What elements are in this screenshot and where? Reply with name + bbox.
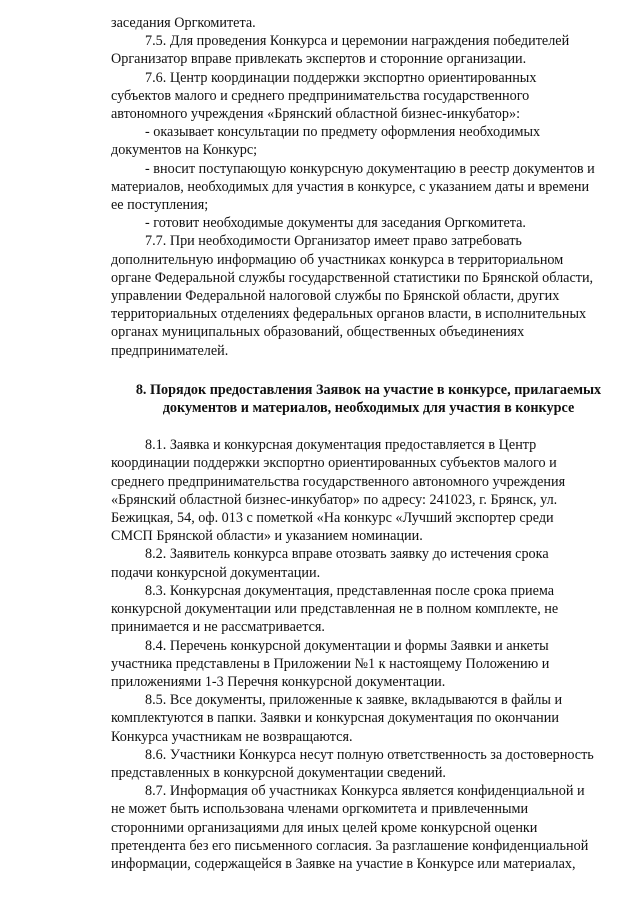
paragraph: 8.3. Конкурсная документация, представленная после срока приема конкурсной документации или представленная не в полном комплекте, не принимается и не рассматривается. — [111, 582, 559, 636]
paragraph: - вносит поступающую конкурсную документацию в реестр документов и материалов, необходимых для участия в конкурсе, с указанием даты и времени ее поступления; — [111, 160, 595, 214]
paragraph: 8.7. Информация об участниках Конкурса является конфиденциальной и не может быть использована членами оргкомитета и привлеченными сторонними организациями для иных целей кроме конкурсной оценки претендента без его письменного согласия. За разглашение конфиденциальной информации, содержащейся в Заявке на участие в Конкурсе или материалах, — [111, 783, 589, 872]
paragraph: - оказывает консультации по предмету оформления необходимых документов на Конкурс; — [111, 124, 541, 159]
paragraph: 8.4. Перечень конкурсной документации и формы Заявки и анкеты участника представлены в Приложении №1 к настоящему Положению и приложениями 1-3 Перечня конкурсной документации. — [111, 637, 550, 690]
paragraph: 8.6. Участники Конкурса несут полную ответственность за достоверность представленных в конкурсной документации сведений. — [111, 746, 594, 781]
section-8-heading: 8. Порядок предоставления Заявок на участие в конкурсе, прилагаемых документов и материалов, необходимых для участия в конкурсе — [135, 381, 602, 417]
paragraph: 7.6. Центр координации поддержки экспортно ориентированных субъектов малого и среднего предпринимательства государственного автономного учреждения «Брянский областной бизнес-инкубатор»: — [111, 69, 537, 123]
paragraph: 8.1. Заявка и конкурсная документация предоставляется в Центр координации поддержки экспортно ориентированных субъектов малого и среднего предпринимательства государственного автономного учреждения «Брянский областной бизнес-инкубатор» по адресу: 241023, г. Брянск, ул. Бежицкая, 54, оф. 013 с пометкой «На конкурс «Лучший экспортер среди СМСП Брянской области» и указанием номинации. — [111, 437, 566, 545]
section-8-body — [111, 436, 626, 873]
paragraph: 8.2. Заявитель конкурса вправе отозвать заявку до истечения срока подачи конкурсной документации. — [111, 546, 549, 581]
paragraph: 8.5. Все документы, приложенные к заявке, вкладываются в файлы и комплектуются в папки. Заявки и конкурсная документация по окончании Конкурса участникам не возвращаются. — [111, 692, 563, 745]
paragraph: заседания Оргкомитета. — [111, 15, 256, 31]
paragraph: 7.7. При необходимости Организатор имеет право затребовать дополнительную информацию об участниках конкурса в территориальном органе Федеральной службы государственной статистики по Брянской области, управлении Федеральной налоговой службы по Брянской области, других территориальных отделениях федеральных органов власти, в исполнительных органах муниципальных образований, общественных объединениях предпринимателей. — [111, 233, 594, 359]
section-7-body — [111, 14, 626, 360]
paragraph: - готовит необходимые документы для заседания Оргкомитета. — [145, 215, 526, 232]
paragraph: 7.5. Для проведения Конкурса и церемонии награждения победителей Организатор вправе привлекать экспертов и сторонние организации. — [111, 33, 570, 68]
